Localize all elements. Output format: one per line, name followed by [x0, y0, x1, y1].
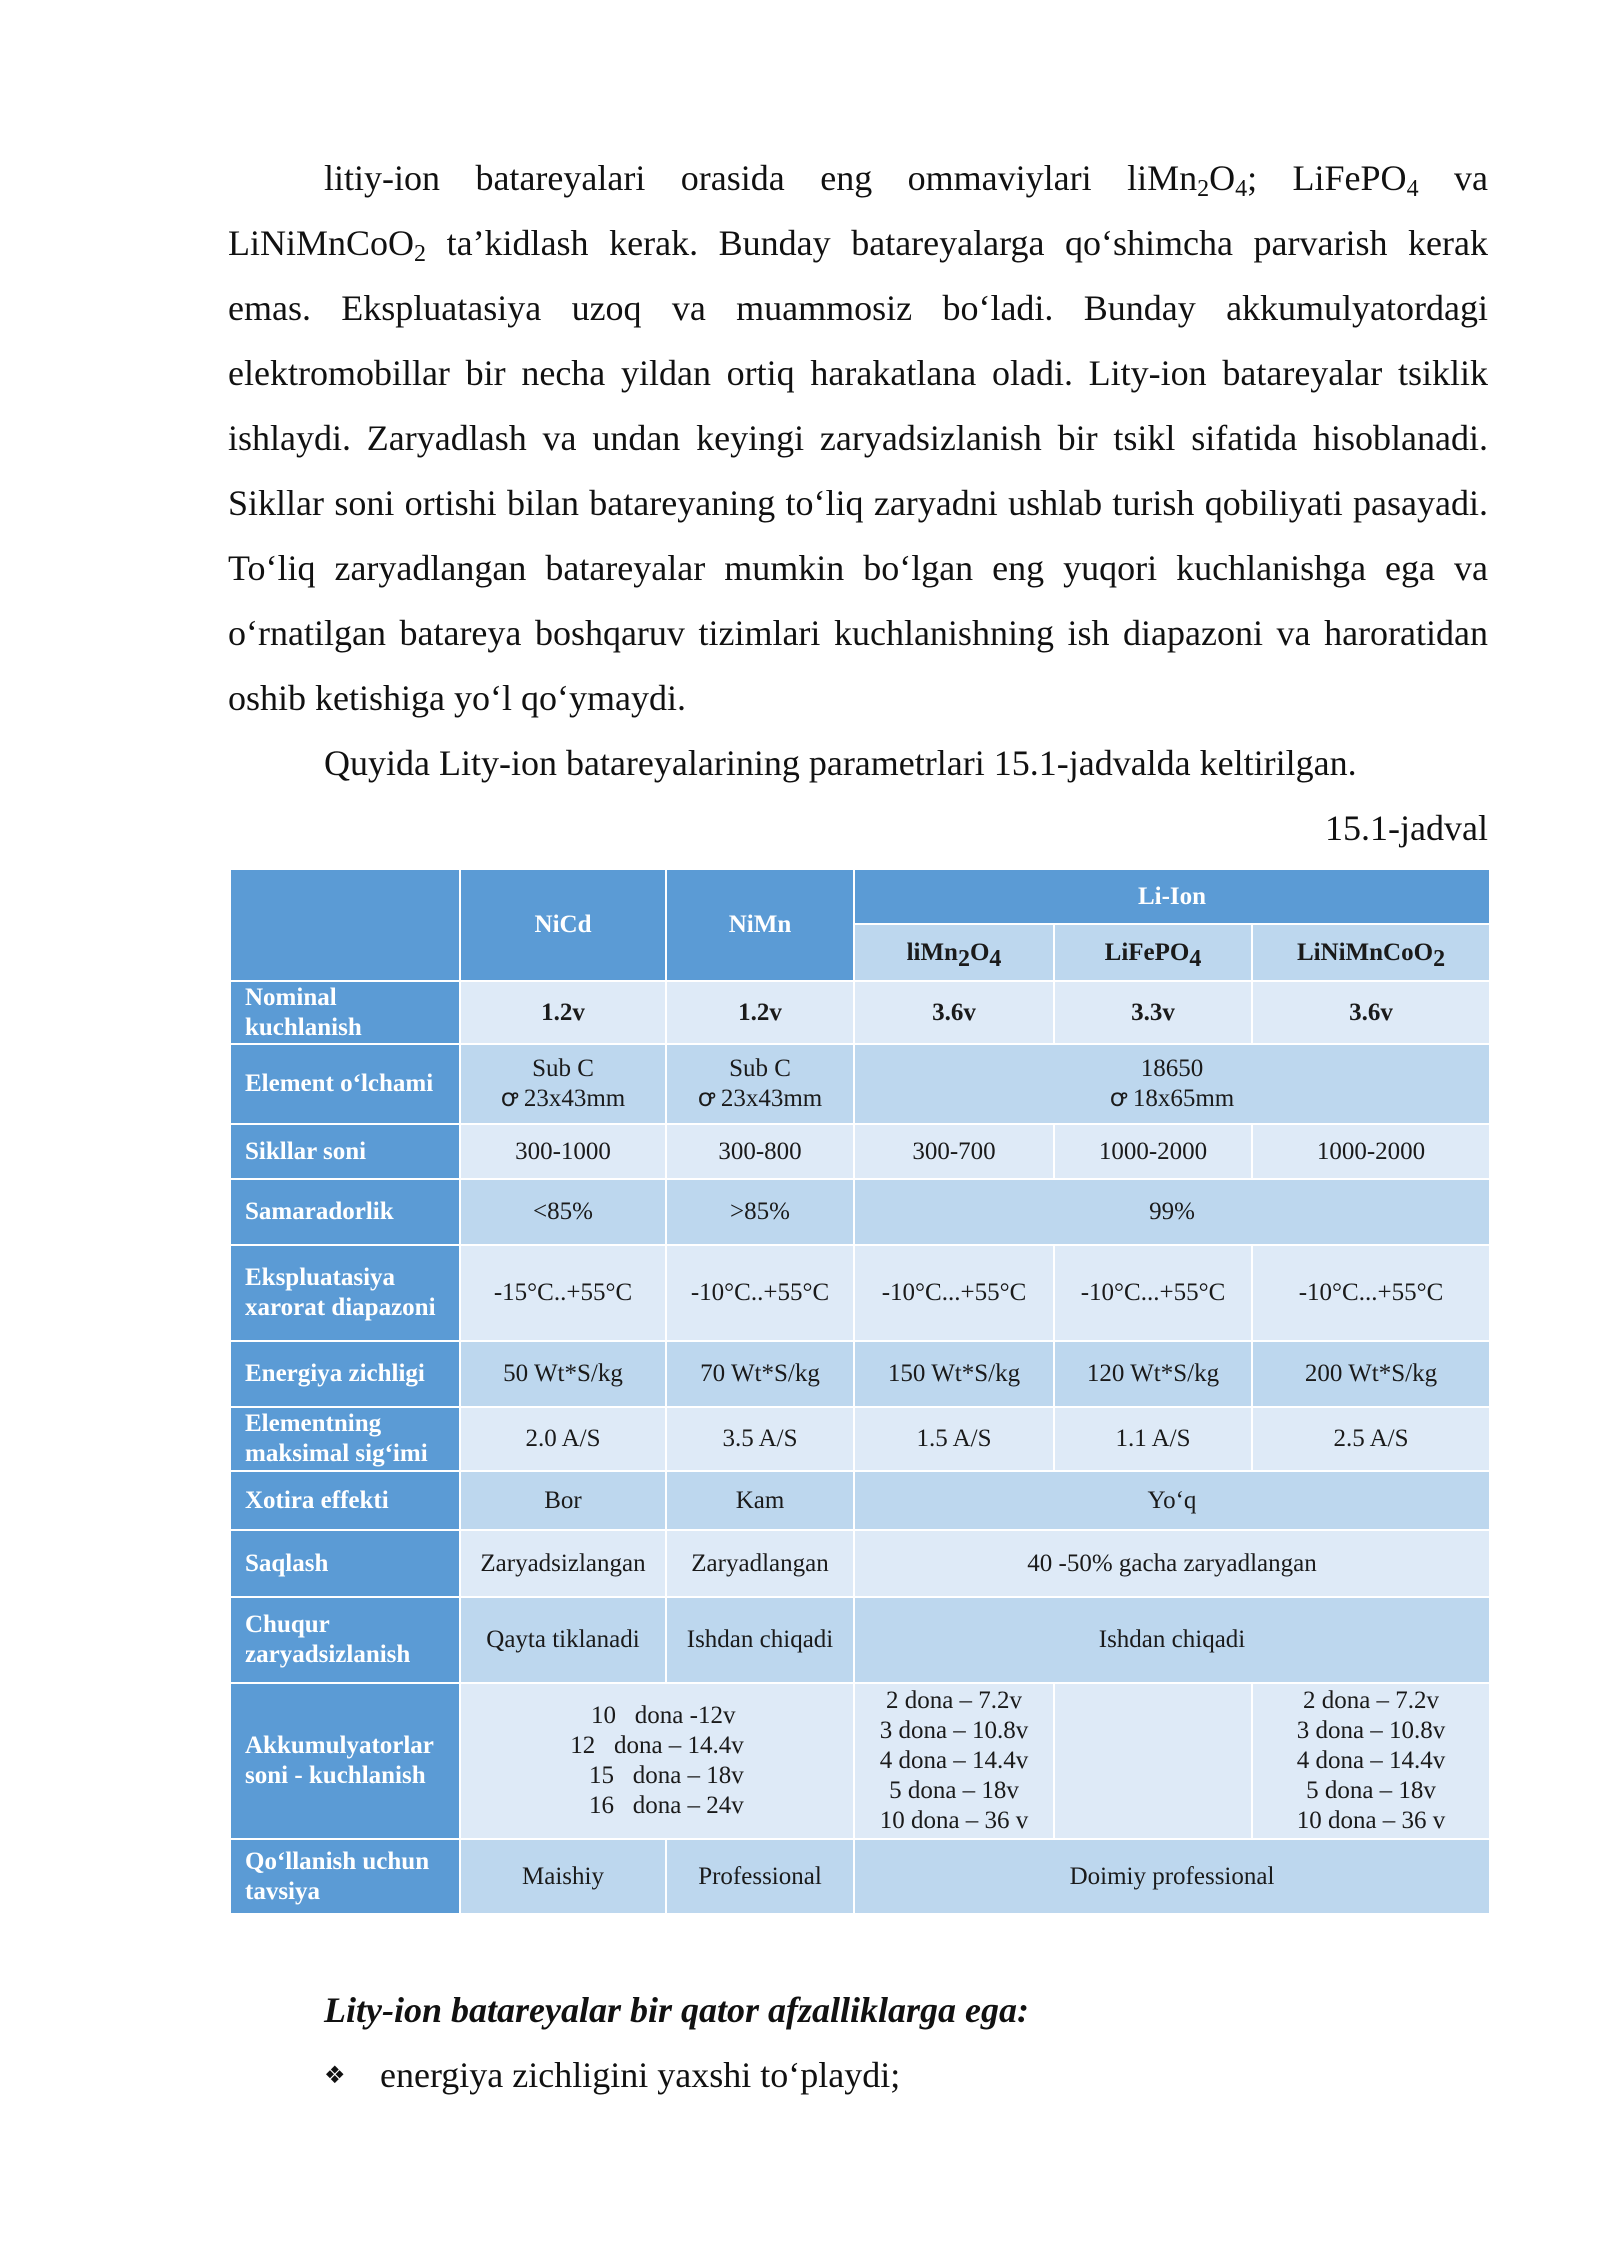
header-nicd: NiCd: [460, 869, 666, 981]
body-text: [228, 146, 1488, 861]
table-cell: 150 Wt*S/kg: [854, 1341, 1054, 1407]
header-text: O: [969, 938, 990, 966]
table-cell: <85%: [460, 1179, 666, 1245]
table-cell: 1.2v: [666, 981, 854, 1044]
table-cell: >85%: [666, 1179, 854, 1245]
table-cell: Zaryadlangan: [666, 1530, 854, 1597]
table-cell: 1000-2000: [1252, 1124, 1490, 1179]
table-row: [230, 1471, 1490, 1530]
row-label: Sikllar soni: [230, 1124, 460, 1179]
table-cell: [460, 1044, 666, 1124]
paragraph-table-intro: Quyida Lity-ion batareyalarining parametrlari 15.1-jadvalda keltirilgan.: [324, 743, 1357, 783]
battery-parameters-table: [229, 868, 1491, 1915]
table-cell: 200 Wt*S/kg: [1252, 1341, 1490, 1407]
table-cell: Bor: [460, 1471, 666, 1530]
row-label: Saqlash: [230, 1530, 460, 1597]
diamond-bullet-icon: ❖: [324, 2061, 346, 2089]
table-cell: 3.5 A/S: [666, 1407, 854, 1471]
row-label: Chuqur zaryadsizlanish: [230, 1597, 460, 1683]
cell-line: ꝍ 23x43mm: [697, 1085, 823, 1112]
table-cell: -10°C...+55°C: [1252, 1245, 1490, 1341]
subscript: 2: [414, 241, 427, 267]
row-label: Samaradorlik: [230, 1179, 460, 1245]
cell-line: ꝍ 23x43mm: [500, 1085, 626, 1112]
row-label: Qo‘llanish uchun tavsiya: [230, 1839, 460, 1914]
table-cell: 99%: [854, 1179, 1490, 1245]
table-cell: 1.1 A/S: [1054, 1407, 1252, 1471]
table-cell: 1000-2000: [1054, 1124, 1252, 1179]
row-label: Ekspluatasiya xarorat diapazoni: [230, 1245, 460, 1341]
table-caption: 15.1-jadval: [1325, 808, 1488, 848]
row-label: Akkumulyatorlar soni - kuchlanish: [230, 1683, 460, 1839]
table-row: [230, 1407, 1490, 1471]
row-label: Xotira effekti: [230, 1471, 460, 1530]
subscript: 2: [1433, 945, 1446, 972]
table-cell: -15°C..+55°C: [460, 1245, 666, 1341]
advantages-section: [228, 1978, 1488, 2108]
table-cell: 2 dona – 7.2v 3 dona – 10.8v 4 dona – 14.4v 5 dona – 18v 10 dona – 36 v: [854, 1683, 1054, 1839]
table-cell: Yo‘q: [854, 1471, 1490, 1530]
paragraph-text: O: [1209, 158, 1236, 198]
table-cell: 70 Wt*S/kg: [666, 1341, 854, 1407]
subscript: 4: [989, 945, 1002, 972]
header-nimn: NiMn: [666, 869, 854, 981]
table-cell: -10°C...+55°C: [1054, 1245, 1252, 1341]
advantages-title: Lity-ion batareyalar bir qator afzalliklarga ega:: [324, 1990, 1029, 2030]
header-text: LiNiMnCoO: [1296, 938, 1434, 966]
subscript: 4: [1235, 176, 1248, 202]
table-cell: 3.6v: [854, 981, 1054, 1044]
paragraph-text: ta’kidlash kerak. Bunday batareyalarga qo‘shimcha parvarish kerak emas. Ekspluatasiya uzoq va muammosiz bo‘ladi. Bunday akkumulyatordagi elektromobillar bir necha yildan ortiq harakatlana oladi. Lity-ion batareyalar tsiklik ishlaydi. Zaryadlash va undan keyingi zaryadsizlanish bir tsikl sifatida hisoblanadi. Sikllar soni ortishi bilan batareyaning to‘liq zaryadni ushlab turish qobiliyati pasayadi. To‘liq zaryadlangan batareyalar mumkin bo‘lgan eng yuqori kuchlanishga ega va o‘rnatilgan batareya boshqaruv tizimlari kuchlanishning ish diapazoni va haroratidan oshib ketishiga yo‘l qo‘ymaydi.: [228, 223, 1488, 718]
table-row: [230, 1839, 1490, 1914]
table-cell: [854, 1044, 1490, 1124]
cell-line: ꝍ 18x65mm: [1109, 1085, 1235, 1112]
header-text: LiFePO: [1104, 938, 1190, 966]
table-cell: 3.6v: [1252, 981, 1490, 1044]
table-cell: 3.3v: [1054, 981, 1252, 1044]
table-cell: [1054, 1683, 1252, 1839]
table-cell: -10°C..+55°C: [666, 1245, 854, 1341]
table-cell: 50 Wt*S/kg: [460, 1341, 666, 1407]
table-row: [230, 1179, 1490, 1245]
table-row: [230, 1044, 1490, 1124]
header-empty-cell: [230, 869, 460, 981]
paragraph-text: va LiNiMnCoO: [228, 158, 1489, 263]
row-label: Elementning maksimal sig‘imi: [230, 1407, 460, 1471]
cell-line: Sub C: [729, 1055, 791, 1082]
header-li-ion: Li-Ion: [854, 869, 1490, 924]
list-item: [324, 2043, 1488, 2108]
header-text: liMn: [906, 938, 958, 966]
subscript: 2: [1197, 176, 1210, 202]
row-label: Energiya zichligi: [230, 1341, 460, 1407]
header-limn2o4: [854, 924, 1054, 981]
table-cell: 2 dona – 7.2v 3 dona – 10.8v 4 dona – 14.4v 5 dona – 18v 10 dona – 36 v: [1252, 1683, 1490, 1839]
table-row: [230, 1683, 1490, 1839]
table-cell: Professional: [666, 1839, 854, 1914]
paragraph-text: litiy-ion batareyalari orasida eng ommaviylari liMn: [324, 158, 1198, 198]
table-cell: Ishdan chiqadi: [666, 1597, 854, 1683]
list-item-text: energiya zichligini yaxshi to‘playdi;: [380, 2055, 901, 2095]
cell-line: Sub C: [532, 1055, 594, 1082]
cell-line: 18650: [1140, 1055, 1204, 1082]
table-cell: -10°C...+55°C: [854, 1245, 1054, 1341]
paragraph-text: ; LiFePO: [1247, 158, 1407, 198]
table-cell: Ishdan chiqadi: [854, 1597, 1490, 1683]
header-linimncoo2: [1252, 924, 1490, 981]
table-cell: 2.5 A/S: [1252, 1407, 1490, 1471]
table-cell: [666, 1044, 854, 1124]
table-cell: 300-700: [854, 1124, 1054, 1179]
table-row: [230, 981, 1490, 1044]
table-cell: Zaryadsizlangan: [460, 1530, 666, 1597]
table-cell: Kam: [666, 1471, 854, 1530]
table-row: [230, 1245, 1490, 1341]
table-row: [230, 1124, 1490, 1179]
table-cell: 40 -50% gacha zaryadlangan: [854, 1530, 1490, 1597]
table-row: [230, 1341, 1490, 1407]
paragraph-intro: [228, 146, 1488, 731]
table-cell: 1.2v: [460, 981, 666, 1044]
table-cell: Maishiy: [460, 1839, 666, 1914]
row-label: Nominal kuchlanish: [230, 981, 460, 1044]
table-cell: 300-800: [666, 1124, 854, 1179]
header-lifepo4: [1054, 924, 1252, 981]
table-cell: 1.5 A/S: [854, 1407, 1054, 1471]
table-header-row: [230, 869, 1490, 924]
table-cell: Qayta tiklanadi: [460, 1597, 666, 1683]
subscript: 4: [1189, 945, 1202, 972]
table-row: [230, 1530, 1490, 1597]
table-cell: Doimiy professional: [854, 1839, 1490, 1914]
table-cell: 300-1000: [460, 1124, 666, 1179]
subscript: 4: [1406, 176, 1419, 202]
table-cell: 10 dona -12v 12 dona – 14.4v 15 dona – 18v 16 dona – 24v: [460, 1683, 854, 1839]
subscript: 2: [957, 945, 970, 972]
table-cell: 120 Wt*S/kg: [1054, 1341, 1252, 1407]
table-cell: 2.0 A/S: [460, 1407, 666, 1471]
row-label: Element o‘lchami: [230, 1044, 460, 1124]
table-row: [230, 1597, 1490, 1683]
